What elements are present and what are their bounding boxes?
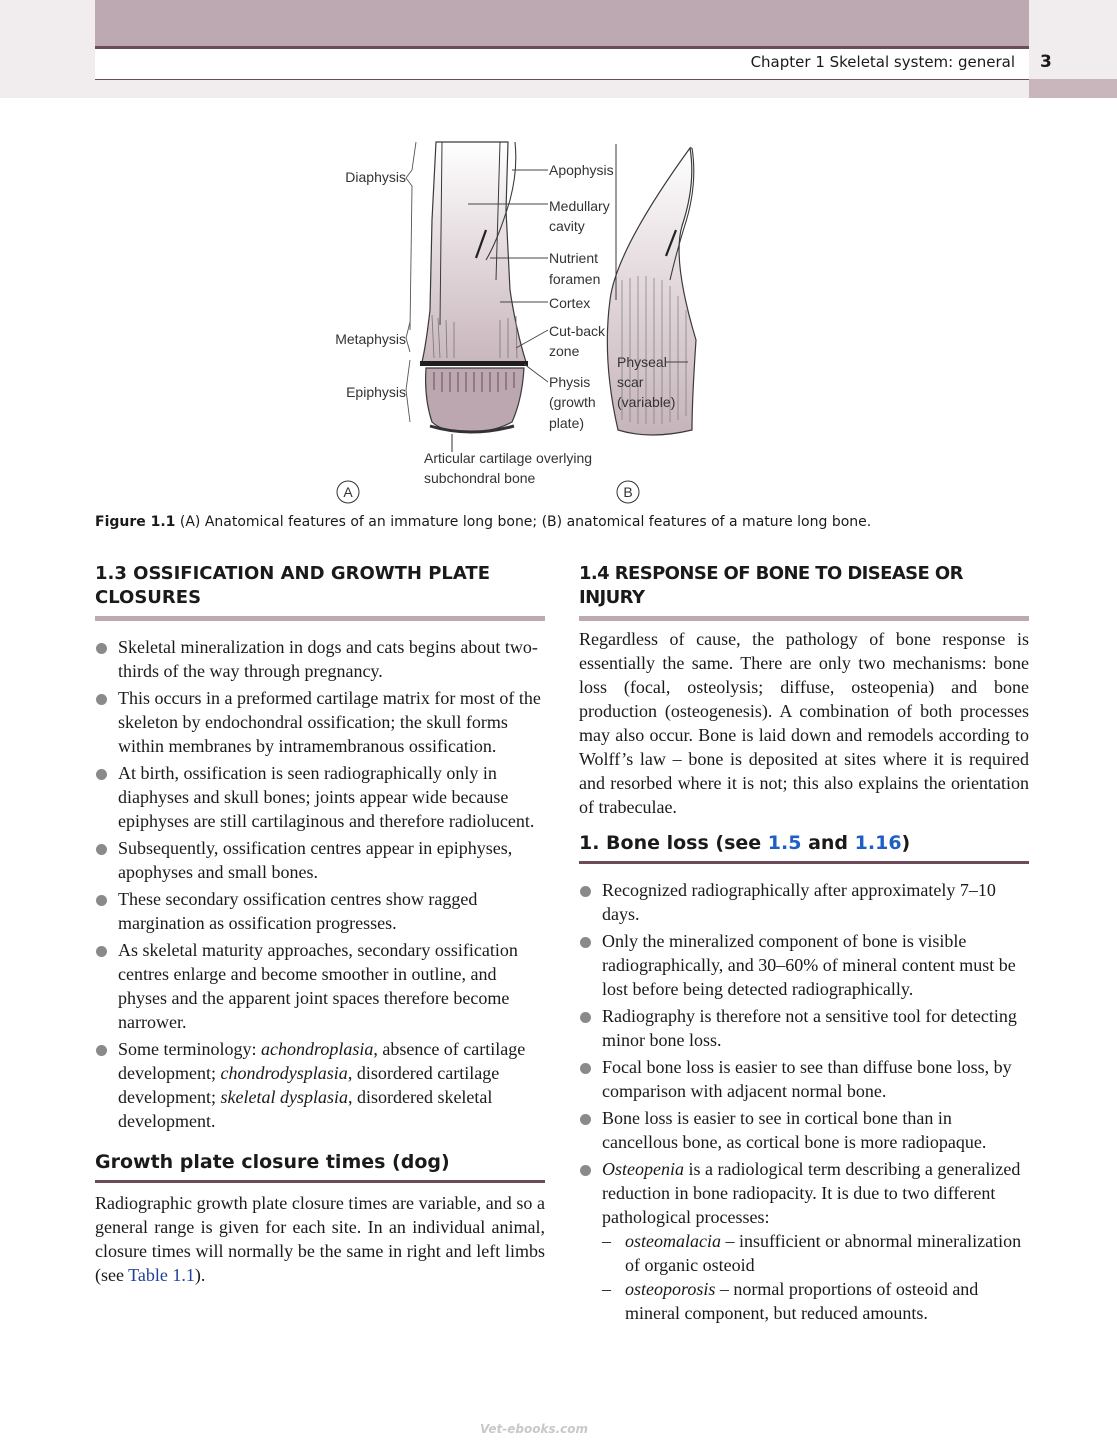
list-item: These secondary ossification centres show ragged margination as ossification progresses. — [95, 887, 545, 935]
panel-b-label: B — [623, 484, 633, 500]
label-scar: scar — [617, 374, 644, 390]
label-diaphysis: Diaphysis — [345, 169, 406, 185]
page-number: 3 — [1040, 52, 1052, 72]
running-header: Chapter 1 Skeletal system: general — [750, 53, 1015, 71]
label-nutrient: Nutrient — [549, 250, 599, 266]
label-medullary-cavity: cavity — [549, 218, 585, 234]
list-item: Radiography is therefore not a sensitive tool for detecting minor bone loss. — [579, 1004, 1029, 1052]
bone-figure — [320, 130, 720, 510]
header-colour-block — [95, 0, 1029, 46]
label-physeal: Physeal — [617, 354, 667, 370]
label-cutback-zone: zone — [549, 343, 580, 359]
bone-a-epiphysis — [426, 368, 524, 432]
list-item-terminology: Some terminology: achondroplasia, absence of cartilage development; chondrodysplasia, disordered cartilage development; skeletal dysplasia, disordered skeletal development. — [95, 1037, 545, 1133]
list-item: At birth, ossification is seen radiographically only in diaphyses and skull bones; joints appear wide because epiphyses are still cartilaginous and therefore radiolucent. — [95, 761, 545, 833]
label-apophysis: Apophysis — [549, 162, 614, 178]
ossification-list — [95, 635, 545, 1133]
list-item: Skeletal mineralization in dogs and cats begins about two-thirds of the way through pregnancy. — [95, 635, 545, 683]
left-column — [95, 562, 545, 1287]
bone-loss-list — [579, 878, 1029, 1325]
list-item: Only the mineralized component of bone is visible radiographically, and 30–60% of mineral content must be lost before being detected radiographically. — [579, 929, 1029, 1001]
growth-plate-paragraph: Radiographic growth plate closure times are variable, and so a general range is given for each site. In an individual animal, closure times will normally be the same in right and left limbs (see Table 1.1). — [95, 1193, 545, 1285]
bone-b-shaft — [607, 148, 696, 435]
label-articular: Articular cartilage overlying — [424, 450, 593, 466]
list-item-osteopenia: Osteopenia is a radiological term describing a generalized reduction in bone radiopacity. It is due to two different pathological processes: – osteomalacia – insufficient or abnormal mineralization of organic osteoid – osteoporosis – normal proportions of osteoid and mineral component, but reduced amounts. — [579, 1157, 1029, 1325]
bone-a-physis — [420, 361, 528, 366]
list-item: Subsequently, ossification centres appear in epiphyses, apophyses and small bones. — [95, 836, 545, 884]
label-medullary: Medullary — [549, 198, 610, 214]
header-rule-bottom — [95, 79, 1029, 80]
bone-a-drawing — [420, 142, 528, 452]
link-1-5[interactable]: 1.5 — [767, 832, 802, 854]
osteopenia-sublist — [602, 1229, 1029, 1325]
list-item: Recognized radiographically after approximately 7–10 days. — [579, 878, 1029, 926]
figure-caption — [95, 514, 1035, 530]
list-item: Bone loss is easier to see in cortical bone than in cancellous bone, as cortical bone is more radiopaque. — [579, 1106, 1029, 1154]
label-cortex: Cortex — [549, 295, 591, 311]
label-variable: (variable) — [617, 394, 676, 410]
subheading-bone-loss: 1. Bone loss (see 1.5 and 1.16) — [579, 831, 1029, 864]
sublist-item: – osteomalacia – insufficient or abnormal mineralization of organic osteoid — [602, 1229, 1029, 1277]
subheading-growth-plate: Growth plate closure times (dog) — [95, 1150, 545, 1183]
sublist-item: – osteoporosis – normal proportions of osteoid and mineral component, but reduced amounts. — [602, 1277, 1029, 1325]
label-epiphysis: Epiphysis — [346, 384, 406, 400]
list-item: Focal bone loss is easier to see than diffuse bone loss, by comparison with adjacent normal bone. — [579, 1055, 1029, 1103]
panel-a-label: A — [343, 484, 353, 500]
bone-a-shaft — [422, 142, 526, 362]
section-heading-1-4: 1.4 RESPONSE OF BONE TO DISEASE OR INJURY — [579, 562, 1029, 621]
list-item: As skeletal maturity approaches, secondary ossification centres enlarge and become smoother in outline, and physes and the apparent joint spaces therefore become narrower. — [95, 938, 545, 1034]
right-column — [579, 562, 1029, 1328]
label-metaphysis: Metaphysis — [335, 331, 406, 347]
footer-watermark: Vet-ebooks.com — [480, 1422, 589, 1436]
caption-label: Figure 1.1 — [95, 514, 176, 530]
bone-b-drawing — [607, 144, 696, 435]
label-physis-growth: (growth — [549, 394, 596, 410]
label-physis: Physis — [549, 374, 591, 390]
region-braces — [406, 142, 416, 422]
label-physis-plate: plate) — [549, 415, 585, 431]
header-page-tab — [1029, 79, 1117, 98]
table-1-1-link[interactable]: Table 1.1 — [128, 1265, 195, 1285]
link-1-16[interactable]: 1.16 — [854, 832, 902, 854]
section-heading-1-3: 1.3 OSSIFICATION AND GROWTH PLATE CLOSURES — [95, 562, 545, 621]
list-item: This occurs in a preformed cartilage matrix for most of the skeleton by endochondral ossification; the skull forms within membranes by intramembranous ossification. — [95, 686, 545, 758]
caption-text: (A) Anatomical features of an immature long bone; (B) anatomical features of a mature long bone. — [175, 514, 872, 530]
response-paragraph: Regardless of cause, the pathology of bone response is essentially the same. There are only two mechanisms: bone loss (focal, osteolysis; diffuse, osteopenia) and bone production (osteogenesis). A combination of both processes may also occur. Bone is laid down and remodels according to Wolff’s law – bone is deposited at sites where it is required and resorbed where it is not; this also explains the orientation of trabeculae. — [579, 629, 1029, 817]
label-subchondral: subchondral bone — [424, 470, 536, 486]
label-foramen: foramen — [549, 271, 601, 287]
label-cutback: Cut-back — [549, 323, 606, 339]
